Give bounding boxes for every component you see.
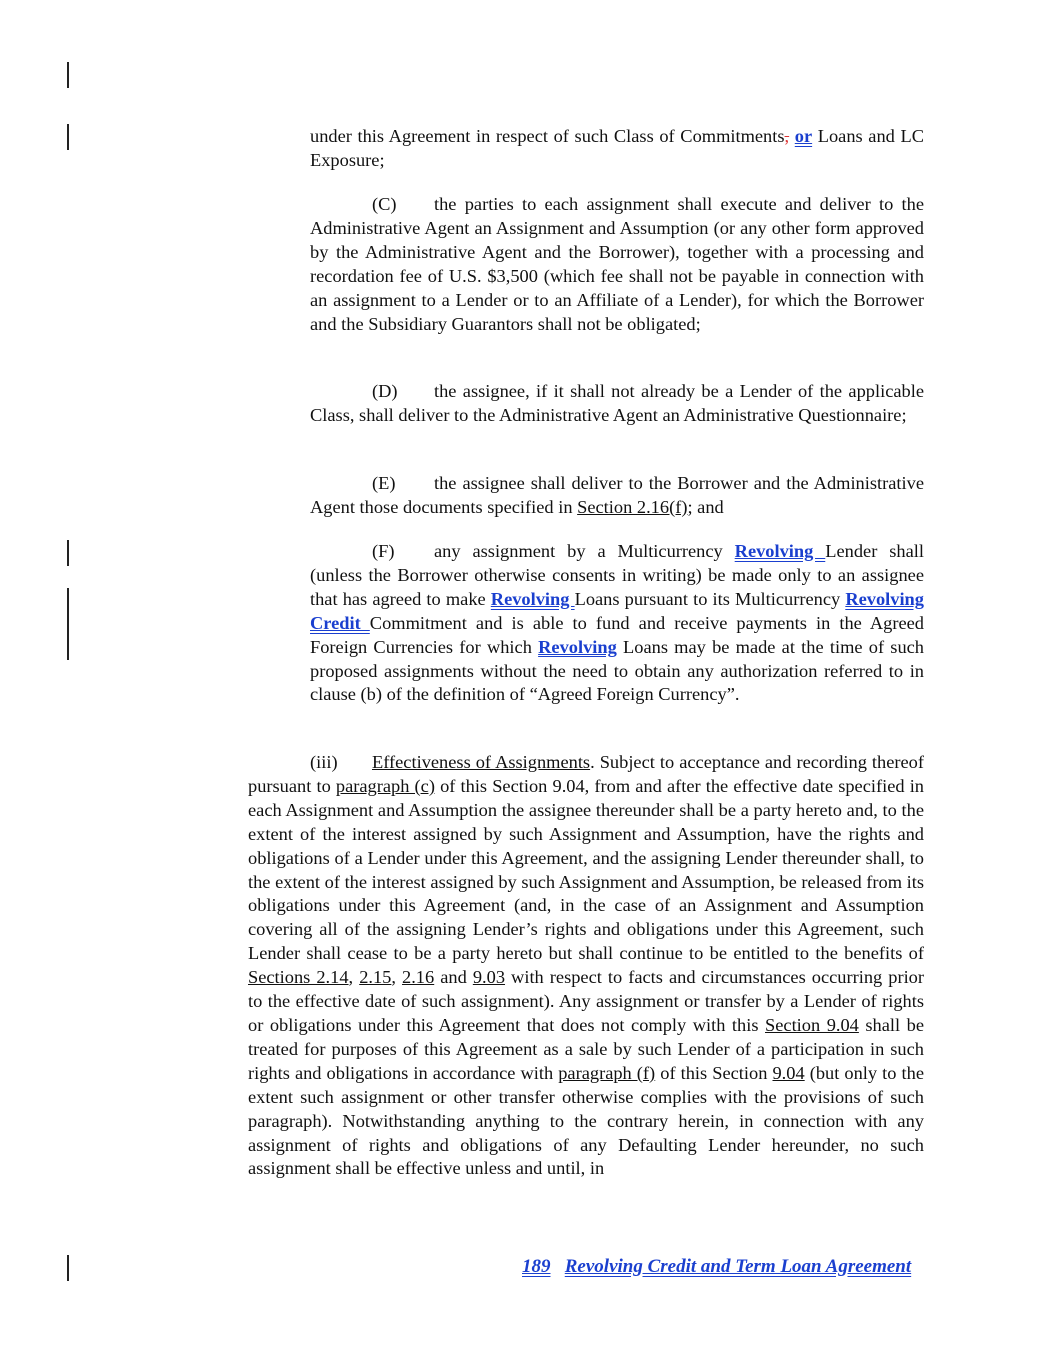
inserted-text: Revolving [538, 636, 617, 657]
cross-reference-link[interactable]: 2.16 [402, 967, 435, 988]
inserted-text: Revolving [734, 541, 826, 561]
change-bar [67, 124, 69, 150]
text: of this Section 9.04, from and after the effective date specified in each Assignment and Assumption the assignee thereunder shall be a party hereto and, to the extent of the interest assigned by such Assignment and Assumption, have the rights and obligations of a Lender under this Agreement, and the assigning Lender thereunder shall, to the extent of the interest assigned by such Assignment and Assumption, be released from its obligations under this Agreement (and, in the case of an Assignment and Assumption covering all of the assigning Lender’s rights and obligations under this Agreement, such Lender shall cease to be a party hereto but shall continue to be entitled to the benefits of [248, 775, 924, 964]
inserted-text: Revolving [490, 588, 575, 609]
text: Loans pursuant to its Multicurrency [574, 588, 846, 609]
text: . Subject to acceptance and recording thereof pursuant to [248, 752, 924, 796]
inserted-text: or [794, 126, 813, 146]
change-bar [67, 1255, 69, 1281]
cross-reference-link[interactable]: 9.04 [772, 1062, 805, 1083]
clause-label: (C) [372, 194, 397, 214]
change-bar [67, 540, 69, 566]
text: Loans and LC Exposure; [310, 126, 924, 170]
clause-text: ; and [687, 496, 724, 517]
cross-reference-link[interactable]: 9.03 [472, 967, 506, 988]
deleted-text: , [784, 126, 790, 146]
clause-label: (F) [372, 541, 395, 561]
document-title: Revolving Credit and Term Loan Agreement [564, 1256, 912, 1277]
clause-e [310, 472, 924, 520]
clause-text: the assignee shall deliver to the Borrower and the Administrative Agent those documents specified in [310, 473, 924, 517]
text: Loans may be made at the time of such proposed assignments without the need to obtain any authorization referred to in clause (b) of the definition of “Agreed Foreign Currency”. [310, 636, 924, 705]
change-bar [67, 588, 69, 660]
text: Commitment and is able to fund and receive payments in the Agreed Foreign Currencies for which [310, 612, 924, 657]
clause-text: the parties to each assignment shall execute and deliver to the Administrative Agent an Assignment and Assumption (or any other form approved by the Administrative Agent and the Borrower), together with a processing and recordation fee of U.S. $3,500 (which fee shall not be payable in connection with an assignment to a Lender or to an Affiliate of a Lender), for which the Borrower and the Subsidiary Guarantors shall not be obligated; [310, 194, 924, 334]
text: of this Section [655, 1062, 773, 1083]
inserted-text: Revolving Credit [310, 588, 924, 633]
section-link[interactable]: Section 2.16(f) [577, 496, 688, 517]
clause-text: the assignee, if it shall not already be a Lender of the applicable Class, shall deliver to the Administrative Agent an Administrative Questionnaire; [310, 381, 924, 425]
cross-reference-link[interactable]: paragraph (f) [558, 1062, 656, 1083]
section-heading: Effectiveness of Assignments [372, 752, 591, 772]
page-number: 189 [522, 1256, 551, 1277]
clause-f [310, 540, 924, 707]
para-continuation [310, 125, 924, 173]
text: with respect to facts and circumstances occurring prior to the effective date of such assignment). Any assignment or transfer by a Lender of rights or obligations under this Agreement that does not comply with this [248, 967, 924, 1035]
clause-label: (E) [372, 473, 396, 493]
clause-label: (D) [372, 381, 398, 401]
cross-reference-link[interactable]: paragraph (c) [335, 775, 435, 796]
cross-reference-link[interactable]: Section 9.04 [765, 1014, 859, 1035]
text: shall be treated for purposes of this Agreement as a sale by such Lender of a participation in such rights and obligations in accordance with [248, 1014, 924, 1083]
text: under this Agreement in respect of such Class of Commitments [310, 126, 785, 146]
cross-reference-link[interactable]: Sections 2.14 [248, 967, 349, 988]
text: and [434, 967, 473, 988]
clause-c [310, 193, 924, 336]
text: , [391, 967, 403, 988]
text: any assignment by a Multicurrency [434, 541, 735, 561]
text: (but only to the extent such assignment or other transfer otherwise complies with the provisions of such paragraph). Notwithstanding anything to the contrary herein, in connection with any assignment of rights and obligations of any Defaulting Lender hereunder, no such assignment shall be effective unless and until, in [248, 1062, 925, 1179]
cross-reference-link[interactable]: 2.15 [359, 967, 392, 988]
clause-d [310, 380, 924, 428]
text: Lender shall (unless the Borrower otherwise consents in writing) be made only to an assignee that has agreed to make [310, 541, 924, 609]
change-bar [67, 62, 69, 88]
text: , [348, 967, 360, 988]
clause-label: (iii) [310, 752, 338, 772]
page-footer [522, 1256, 911, 1278]
section-iii [248, 751, 924, 1181]
